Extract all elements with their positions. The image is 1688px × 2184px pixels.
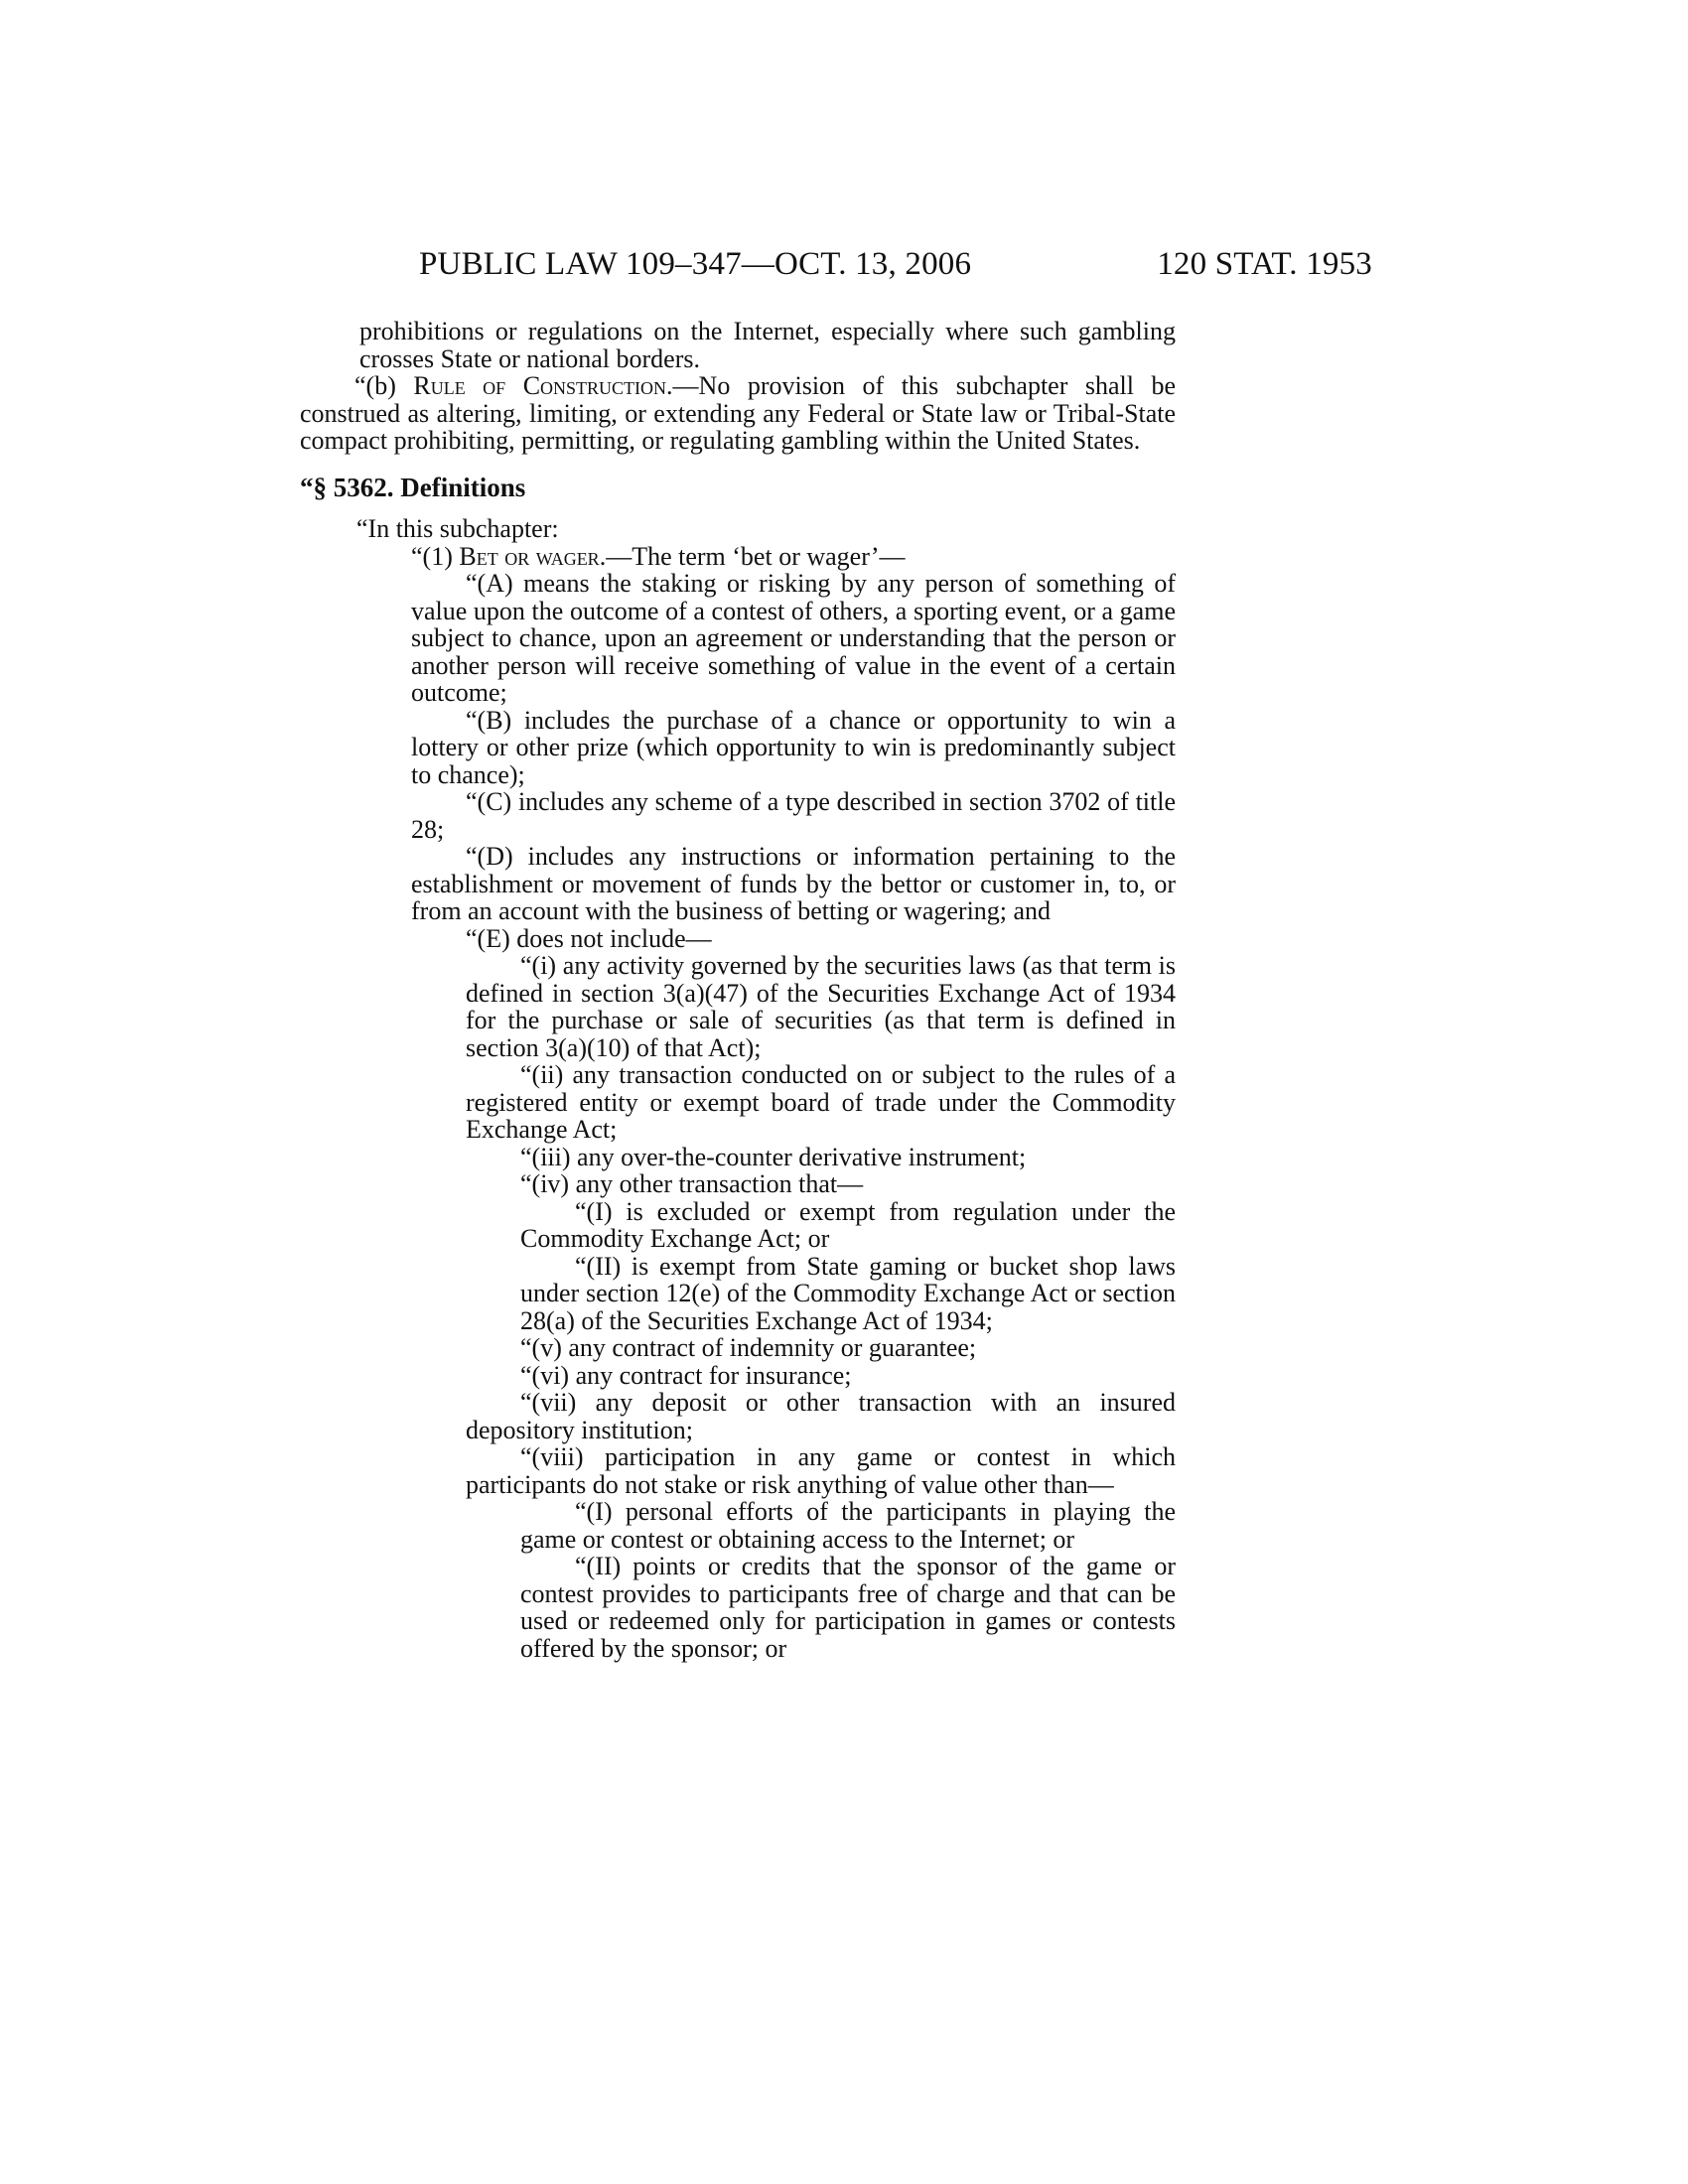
- clause-c: “(C) includes any scheme of a type described in section 3702 of title 28;: [411, 787, 1176, 844]
- definition-1-heading: [411, 543, 1176, 571]
- clause-a: “(A) means the staking or risking by any person of something of value upon the outcome of a contest of others, a sporting event, or a game subject to chance, upon an agreement or understanding that the person or another person will receive something of value in the event of a certain outcome;: [411, 569, 1176, 707]
- definition-text: .—The term ‘bet or wager’—: [599, 541, 906, 571]
- item-ii: “(ii) any transaction conducted on or subject to the rules of a registered entity or exempt board of trade under the Commodity Exchange Act;: [466, 1060, 1176, 1144]
- clause-e: “(E) does not include—: [466, 923, 712, 953]
- item-i: “(i) any activity governed by the securities laws (as that term is defined in section 3(a)(47) of the Securities Exchange Act of 1934 for the purchase or sale of securities (as that term is defined in section 3(a)(10) of that Act);: [466, 951, 1176, 1062]
- item-iii: “(iii) any over-the-counter derivative instrument;: [520, 1142, 1027, 1171]
- document-body: [300, 318, 1176, 1662]
- clause-b: “(B) includes the purchase of a chance or opportunity to win a lottery or other prize (which opportunity to win is predominantly subject to chance);: [411, 705, 1176, 789]
- subitem-iv-I: “(I) is excluded or exempt from regulation under the Commodity Exchange Act; or: [520, 1196, 1176, 1253]
- clause-d: “(D) includes any instructions or information pertaining to the establishment or movement of funds by the bettor or customer in, to, or from an account with the business of betting or wagering; and: [411, 842, 1176, 925]
- item-iv: “(iv) any other transaction that—: [520, 1169, 864, 1198]
- definition-term: Bet or wager: [459, 541, 600, 571]
- statute-page-number: 120 STAT. 1953: [1157, 246, 1372, 282]
- subsection-text: .—No provision of this subchapter shall be construed as altering, limiting, or extending any Federal or State law or Tribal-State compact prohibiting, permitting, or regulating gambling within the United States.: [300, 371, 1177, 455]
- subsection-label: “(b): [354, 371, 414, 400]
- subitem-viii-II: “(II) points or credits that the sponsor of the game or contest provides to participants free of charge and that can be used or redeemed only for participation in games or contests offered by the sponsor; or: [520, 1552, 1176, 1663]
- item-v: “(v) any contract of indemnity or guarantee;: [520, 1333, 977, 1362]
- page-header: [419, 246, 1372, 286]
- subitem-viii-I: “(I) personal efforts of the participants in playing the game or contest or obtaining access to the Internet; or: [520, 1497, 1176, 1554]
- subsection-b-rule-of-construction: [300, 372, 1176, 455]
- item-viii: “(viii) participation in any game or contest in which participants do not stake or risk anything of value other than—: [466, 1442, 1176, 1499]
- item-vi: “(vi) any contract for insurance;: [520, 1360, 852, 1390]
- subsection-heading: Rule of Construction: [413, 371, 667, 400]
- subitem-iv-II: “(II) is exempt from State gaming or bucket shop laws under section 12(e) of the Commodity Exchange Act or section 28(a) of the Securities Exchange Act of 1934;: [520, 1251, 1176, 1335]
- public-law-citation: PUBLIC LAW 109–347—OCT. 13, 2006: [419, 246, 972, 282]
- intro-line: “In this subchapter:: [356, 514, 559, 543]
- paragraph-continuation: prohibitions or regulations on the Internet, especially where such gambling crosses State or national borders.: [359, 317, 1176, 373]
- definition-label: “(1): [411, 541, 460, 571]
- item-vii: “(vii) any deposit or other transaction with an insured depository institution;: [466, 1388, 1176, 1444]
- section-heading: “§ 5362. Definitions: [300, 472, 526, 502]
